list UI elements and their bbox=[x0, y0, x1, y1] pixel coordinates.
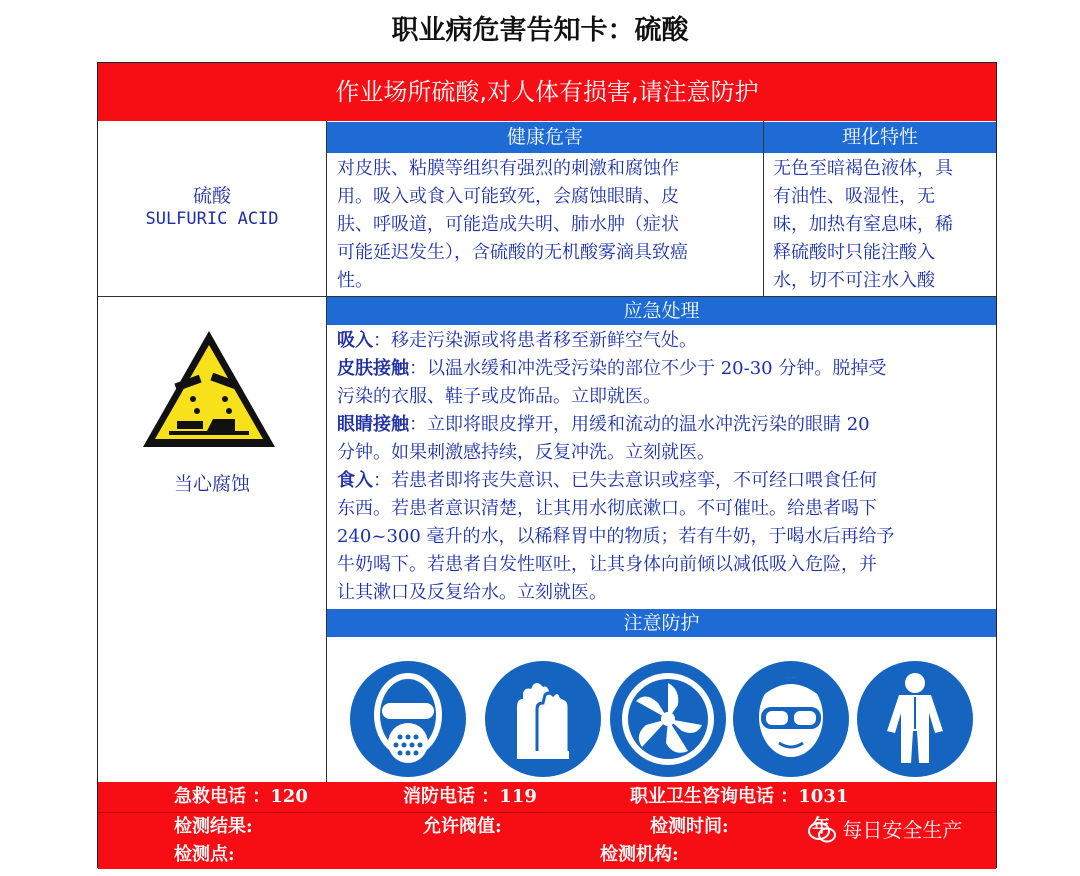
health-line: 肤、呼吸道，可能造成失明、肺水肿（症状 bbox=[337, 214, 679, 235]
health-hazard-text bbox=[337, 155, 761, 295]
emergency-eye bbox=[337, 411, 993, 439]
health-line: 可能延迟发生），含硫酸的无机酸雾滴具致癌 bbox=[337, 242, 688, 263]
properties-line: 释硫酸时只能注酸入 bbox=[773, 242, 935, 263]
emergency-key: 食入 bbox=[337, 470, 373, 491]
health-hazard-header: 健康危害 bbox=[327, 122, 763, 153]
emergency-header: 应急处理 bbox=[327, 297, 996, 325]
card-title: 职业病危害告知卡：硫酸 bbox=[391, 15, 689, 46]
emergency-key: 吸入 bbox=[337, 330, 373, 351]
chemical-name-cell bbox=[98, 121, 327, 297]
emergency-line: ：若患者即将丧失意识、已失去意识或痉挛，不可经口喂食任何 bbox=[373, 470, 877, 491]
ventilation-fan-icon bbox=[608, 659, 728, 779]
fire-phone: 消防电话 ：119 bbox=[403, 786, 537, 807]
emergency-line: 让其漱口及反复给水。立刻就医。 bbox=[337, 582, 607, 603]
properties-line: 有油性、吸湿性，无 bbox=[773, 186, 935, 207]
emergency-line: ：立即将眼皮撑开，用缓和流动的温水冲洗污染的眼睛 20 bbox=[409, 414, 870, 435]
watermark bbox=[808, 814, 962, 843]
wechat-icon bbox=[808, 821, 836, 843]
emergency-line: 牛奶喝下。若患者自发性呕吐，让其身体向前倾以减低吸入危险，并 bbox=[337, 554, 877, 575]
detection-time-label: 检测时间: bbox=[650, 816, 729, 837]
detection-point-label: 检测点: bbox=[174, 844, 235, 865]
detection-result-label: 检测结果: bbox=[174, 816, 253, 837]
watermark-text: 每日安全生产 bbox=[842, 818, 963, 842]
emergency-phone-row bbox=[98, 782, 996, 812]
detection-agency-label: 检测机构: bbox=[600, 844, 679, 865]
respirator-mask-icon bbox=[348, 659, 468, 779]
warning-sign-cell bbox=[98, 297, 327, 783]
corrosive-warning-icon bbox=[139, 327, 279, 451]
properties-header: 理化特性 bbox=[764, 122, 996, 153]
emergency-skin bbox=[337, 355, 993, 383]
chemical-name-en: SULFURIC ACID bbox=[145, 209, 279, 229]
protection-header: 注意防护 bbox=[327, 609, 996, 637]
emergency-key: 皮肤接触 bbox=[337, 358, 409, 379]
chemical-name-cn: 硫酸 bbox=[192, 185, 231, 207]
protective-suit-icon bbox=[855, 659, 975, 779]
warning-sign-label: 当心腐蚀 bbox=[173, 473, 250, 495]
emergency-ingestion bbox=[337, 467, 993, 495]
health-line: 对皮肤、粘膜等组织有强烈的刺激和腐蚀作 bbox=[337, 158, 679, 179]
emergency-line: 污染的衣服、鞋子或皮饰品。立即就医。 bbox=[337, 386, 661, 407]
properties-line: 味，加热有窒息味，稀 bbox=[773, 214, 953, 235]
emergency-line: 240~300 毫升的水，以稀释胃中的物质；若有牛奶，于喝水后再给予 bbox=[337, 526, 895, 547]
protective-gloves-icon bbox=[483, 659, 603, 779]
health-line: 用。吸入或食入可能致死，会腐蚀眼睛、皮 bbox=[337, 186, 679, 207]
warning-banner: 作业场所硫酸,对人体有损害,请注意防护 bbox=[98, 63, 996, 121]
health-line: 性。 bbox=[337, 270, 373, 291]
first-aid-phone: 急救电话 ：120 bbox=[174, 786, 308, 807]
hazard-notice-card bbox=[97, 62, 997, 868]
emergency-text bbox=[337, 327, 993, 607]
emergency-line: 分钟。如果刺激感持续，反复冲洗。立刻就医。 bbox=[337, 442, 715, 463]
properties-line: 水，切不可注水入酸 bbox=[773, 270, 935, 291]
consult-phone: 职业卫生咨询电话 ：1031 bbox=[630, 786, 849, 807]
emergency-line: ：以温水缓和冲洗受污染的部位不少于 20-30 分钟。脱掉受 bbox=[409, 358, 887, 379]
year-label: 年 bbox=[812, 816, 830, 837]
properties-line: 无色至暗褐色液体，具 bbox=[773, 158, 953, 179]
emergency-key: 眼睛接触 bbox=[337, 414, 409, 435]
column-divider bbox=[763, 121, 764, 297]
properties-text bbox=[773, 155, 995, 295]
allowed-threshold-label: 允许阀值: bbox=[423, 816, 502, 837]
emergency-inhalation bbox=[337, 327, 993, 355]
emergency-line: ：移走污染源或将患者移至新鲜空气处。 bbox=[373, 330, 697, 351]
emergency-line: 东西。若患者意识清楚，让其用水彻底漱口。不可催吐。给患者喝下 bbox=[337, 498, 877, 519]
safety-goggles-icon bbox=[731, 659, 851, 779]
